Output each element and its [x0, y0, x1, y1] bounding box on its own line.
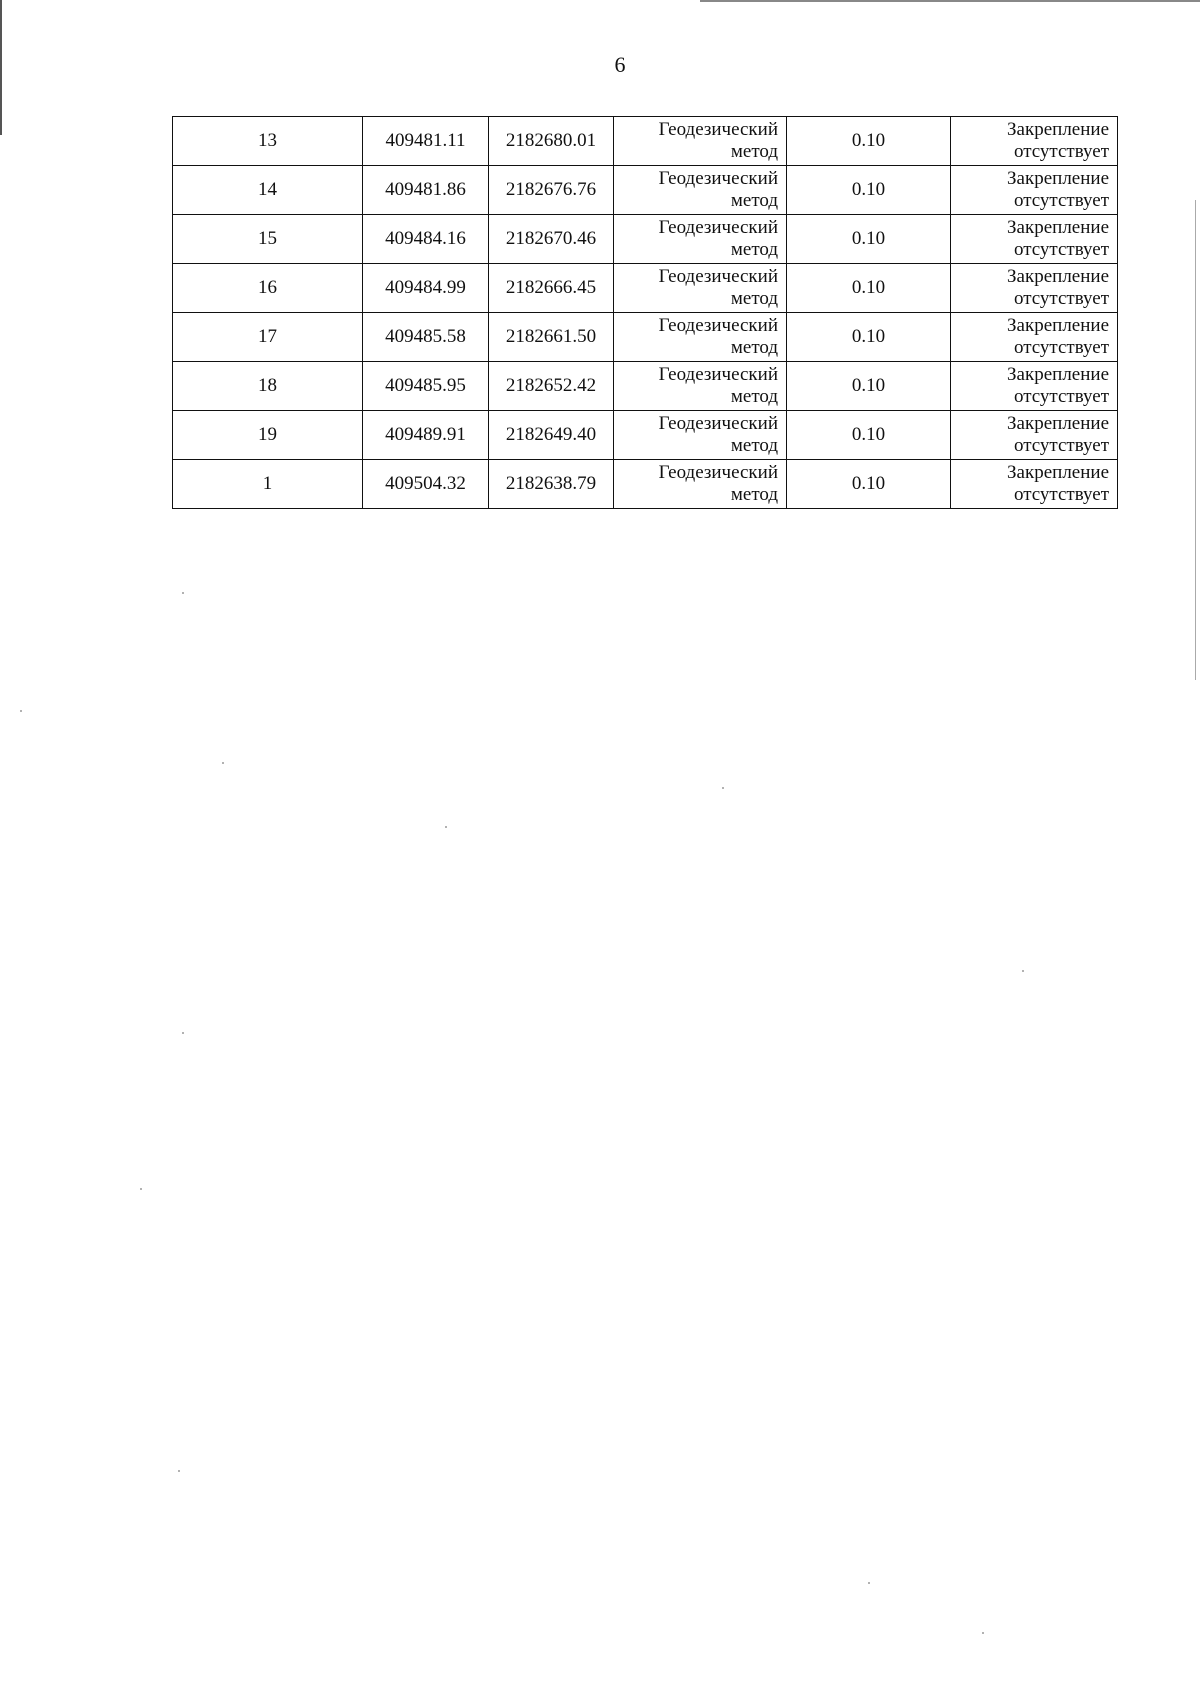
fixing-line-2: отсутствует	[1013, 484, 1109, 505]
method-line-2: метод	[730, 141, 778, 162]
x-coordinate-cell: 409489.91	[363, 411, 489, 460]
method-line-2: метод	[730, 190, 778, 211]
fixing-cell	[951, 460, 1118, 509]
x-coordinate-cell: 409484.99	[363, 264, 489, 313]
method-cell	[614, 313, 787, 362]
scan-speck	[722, 787, 724, 789]
accuracy-cell: 0.10	[787, 411, 951, 460]
method-cell	[614, 264, 787, 313]
table-row	[173, 264, 1118, 313]
scan-speck	[868, 1582, 870, 1584]
x-coordinate-cell: 409481.86	[363, 166, 489, 215]
accuracy-cell: 0.10	[787, 362, 951, 411]
fixing-line-1: Закрепление	[1007, 364, 1109, 385]
y-coordinate-cell: 2182676.76	[489, 166, 614, 215]
method-line-1: Геодезический	[658, 364, 778, 385]
y-coordinate-cell: 2182666.45	[489, 264, 614, 313]
y-coordinate-cell: 2182670.46	[489, 215, 614, 264]
y-coordinate-cell: 2182661.50	[489, 313, 614, 362]
scan-speck	[445, 826, 447, 828]
table-row	[173, 411, 1118, 460]
method-line-1: Геодезический	[658, 168, 778, 189]
table-row	[173, 117, 1118, 166]
fixing-cell	[951, 166, 1118, 215]
table-row	[173, 166, 1118, 215]
scan-speck	[182, 592, 184, 594]
fixing-line-2: отсутствует	[1013, 141, 1109, 162]
method-line-1: Геодезический	[658, 462, 778, 483]
table-row	[173, 460, 1118, 509]
fixing-line-1: Закрепление	[1007, 462, 1109, 483]
fixing-line-2: отсутствует	[1013, 435, 1109, 456]
x-coordinate-cell: 409484.16	[363, 215, 489, 264]
method-line-1: Геодезический	[658, 315, 778, 336]
accuracy-cell: 0.10	[787, 117, 951, 166]
fixing-line-2: отсутствует	[1013, 386, 1109, 407]
method-line-1: Геодезический	[658, 119, 778, 140]
method-cell	[614, 411, 787, 460]
method-line-2: метод	[730, 288, 778, 309]
method-line-1: Геодезический	[658, 217, 778, 238]
method-line-2: метод	[730, 435, 778, 456]
x-coordinate-cell: 409504.32	[363, 460, 489, 509]
fixing-cell	[951, 117, 1118, 166]
fixing-cell	[951, 215, 1118, 264]
point-number-cell: 14	[173, 166, 363, 215]
method-line-2: метод	[730, 337, 778, 358]
table-row	[173, 313, 1118, 362]
fixing-line-1: Закрепление	[1007, 266, 1109, 287]
method-cell	[614, 166, 787, 215]
table-row	[173, 362, 1118, 411]
coordinates-table-body	[173, 117, 1118, 509]
scan-speck	[178, 1470, 180, 1472]
scan-right-edge	[1195, 200, 1196, 680]
scan-left-edge	[0, 0, 2, 135]
fixing-line-1: Закрепление	[1007, 168, 1109, 189]
fixing-line-2: отсутствует	[1013, 288, 1109, 309]
scan-speck	[982, 1632, 984, 1634]
fixing-line-1: Закрепление	[1007, 217, 1109, 238]
point-number-cell: 15	[173, 215, 363, 264]
fixing-cell	[951, 313, 1118, 362]
x-coordinate-cell: 409485.95	[363, 362, 489, 411]
accuracy-cell: 0.10	[787, 313, 951, 362]
method-cell	[614, 460, 787, 509]
scan-speck	[182, 1032, 184, 1034]
fixing-cell	[951, 362, 1118, 411]
scan-top-edge	[700, 0, 1200, 2]
accuracy-cell: 0.10	[787, 215, 951, 264]
fixing-line-2: отсутствует	[1013, 337, 1109, 358]
point-number-cell: 1	[173, 460, 363, 509]
scan-speck	[1022, 970, 1024, 972]
scan-speck	[222, 762, 224, 764]
accuracy-cell: 0.10	[787, 460, 951, 509]
fixing-cell	[951, 264, 1118, 313]
method-cell	[614, 362, 787, 411]
method-cell	[614, 117, 787, 166]
y-coordinate-cell: 2182652.42	[489, 362, 614, 411]
scan-speck	[140, 1188, 142, 1190]
point-number-cell: 19	[173, 411, 363, 460]
method-line-1: Геодезический	[658, 413, 778, 434]
y-coordinate-cell: 2182680.01	[489, 117, 614, 166]
fixing-line-2: отсутствует	[1013, 190, 1109, 211]
scan-speck	[20, 710, 22, 712]
fixing-line-1: Закрепление	[1007, 413, 1109, 434]
accuracy-cell: 0.10	[787, 166, 951, 215]
x-coordinate-cell: 409481.11	[363, 117, 489, 166]
method-line-2: метод	[730, 239, 778, 260]
point-number-cell: 17	[173, 313, 363, 362]
accuracy-cell: 0.10	[787, 264, 951, 313]
method-line-2: метод	[730, 386, 778, 407]
point-number-cell: 13	[173, 117, 363, 166]
method-cell	[614, 215, 787, 264]
fixing-cell	[951, 411, 1118, 460]
fixing-line-1: Закрепление	[1007, 315, 1109, 336]
point-number-cell: 16	[173, 264, 363, 313]
page-number: 6	[614, 52, 626, 77]
fixing-line-2: отсутствует	[1013, 239, 1109, 260]
method-line-2: метод	[730, 484, 778, 505]
coordinates-table	[172, 116, 1118, 509]
table-row	[173, 215, 1118, 264]
point-number-cell: 18	[173, 362, 363, 411]
y-coordinate-cell: 2182649.40	[489, 411, 614, 460]
x-coordinate-cell: 409485.58	[363, 313, 489, 362]
fixing-line-1: Закрепление	[1007, 119, 1109, 140]
method-line-1: Геодезический	[658, 266, 778, 287]
y-coordinate-cell: 2182638.79	[489, 460, 614, 509]
